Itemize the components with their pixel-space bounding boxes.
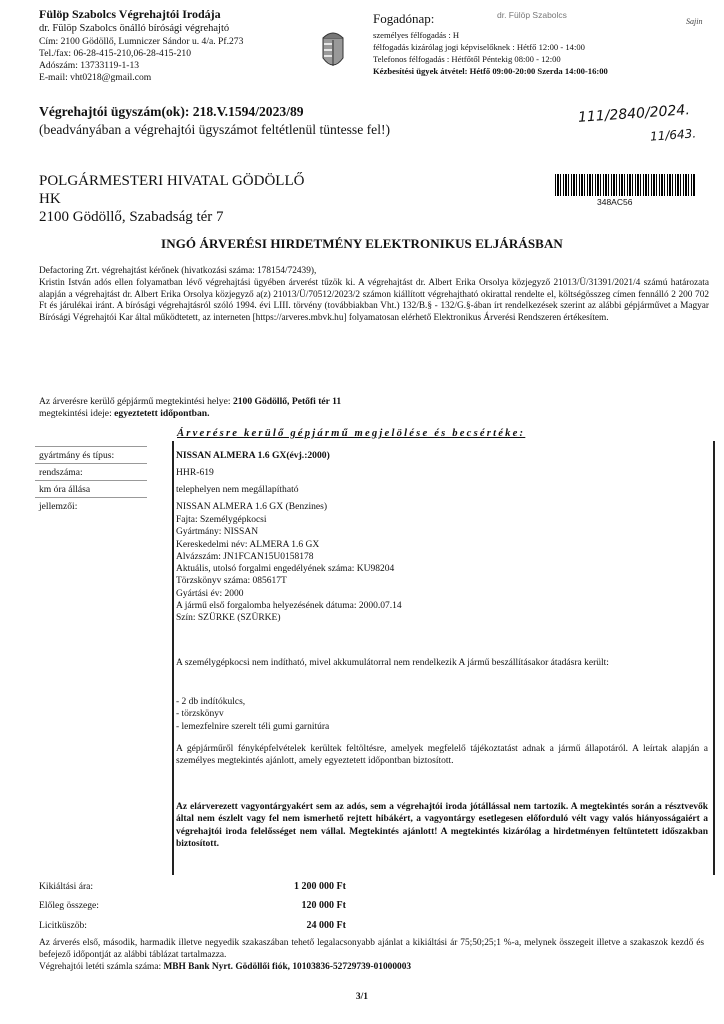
condition-note: A személygépkocsi nem indítható, mivel akkumulátorral nem rendelkezik A jármű beszállításakor átadásra került: xyxy=(176,658,609,668)
recipient-name: POLGÁRMESTERI HIVATAL GÖDÖLLŐ xyxy=(39,173,305,189)
hours-title: Fogadónap: xyxy=(373,11,435,26)
office-phone: Tel./fax: 06-28-415-210,06-28-415-210 xyxy=(39,48,191,59)
detail-line: Aktuális, utolsó forgalmi engedélyének száma: KU98204 xyxy=(176,564,395,575)
stages-text: Az árverés első, második, harmadik illetve negyedik szakaszában tehető legalacsonyabb ajánlat a kikiáltási ár 75;50;25;1 %-a, melynek összegeit illetve a szakaszok kezdő és befejező időpontját az alábbi táblázat tartalmazza. xyxy=(39,938,704,960)
stamp-name: dr. Fülöp Szabolcs xyxy=(497,10,567,20)
intro-body: Kristin István adós ellen folyamatban lévő végrehajtási ügyében árverést tűzök ki. A végrehajtást dr. Albert Erika Orsolya közjegyző 21013/Ü/31391/2021/4 számú határozata alapján a végrehajtást dr. Albert Erika Orsolya közjegyző a(z) 21013/Ü/70512/2023/2 számon kiállított végrehajtható okirattal rendelte el, költségösszeg címen fennálló 2 200 702 Ft és járulékai iránt. A bírósági végrehajtásról szóló 1994. évi LIII. törvény (továbbiakban Vht.) 132/B.§ - 132/G.§-ában írt rendelkezések szerint az alábbi gépjárművet a Magyar Bírósági Végrehajtói Kar által működtetett, az interneten [https://arveres.mbvk.hu] folyamatosan elérhető Elektronikus Árverési Rendszeren értékesítem. xyxy=(39,278,709,324)
barcode xyxy=(555,174,695,196)
make-label: gyártmány és típus: xyxy=(39,450,115,461)
bid-increment-label: Licitküszöb: xyxy=(39,920,87,931)
handwritten-filing-number: 111/2840/2024. xyxy=(577,102,691,126)
deposit-label: Előleg összege: xyxy=(39,900,99,911)
label-divider xyxy=(35,480,147,481)
deposit-value: 120 000 Ft xyxy=(301,900,346,911)
table-vertical-rule-right xyxy=(713,441,715,875)
features-value: NISSAN ALMERA 1.6 GX (Benzines) xyxy=(176,501,328,512)
label-divider xyxy=(35,497,147,498)
coat-of-arms-icon xyxy=(318,28,348,74)
features-label: jellemzői: xyxy=(39,501,78,512)
detail-line: Szín: SZÜRKE (SZÜRKE) xyxy=(176,613,281,624)
viewing-place-value: 2100 Gödöllő, Petőfi tér 11 xyxy=(232,396,342,407)
starting-price-value: 1 200 000 Ft xyxy=(294,881,346,892)
account-value: MBH Bank Nyrt. Gödöllői fiók, 10103836-52729739-01000003 xyxy=(163,962,412,972)
vehicle-details xyxy=(176,514,402,625)
viewing-time-label: megtekintési ideje: xyxy=(39,408,112,419)
office-name: Fülöp Szabolcs Végrehajtói Irodája xyxy=(39,7,221,21)
odometer-value: telephelyen nem megállapítható xyxy=(176,484,299,495)
barcode-text: 348AC56 xyxy=(597,197,633,207)
detail-line: Alvázszám: JN1FCAN15U0158178 xyxy=(176,551,314,562)
page-number: 3/1 xyxy=(355,992,369,1002)
viewing-time-value: egyeztetett időpontban. xyxy=(114,408,210,419)
make-value: NISSAN ALMERA 1.6 GX(évj.:2000) xyxy=(176,450,330,461)
detail-line: Kereskedelmi név: ALMERA 1.6 GX xyxy=(176,539,320,550)
case-number: Végrehajtói ügyszám(ok): 218.V.1594/2023/89 xyxy=(39,104,304,119)
detail-line: Gyártási év: 2000 xyxy=(176,588,244,599)
table-vertical-rule xyxy=(172,441,174,875)
detail-line: A jármű első forgalomba helyezésének dátuma: 2000.07.14 xyxy=(176,601,402,612)
office-subtitle: dr. Fülöp Szabolcs önálló bírósági végrehajtó xyxy=(39,23,230,34)
plate-label: rendszáma: xyxy=(39,467,83,478)
label-divider xyxy=(35,463,147,464)
office-tax-number: Adószám: 13733119-1-13 xyxy=(39,60,140,71)
detail-line: Gyártmány: NISSAN xyxy=(176,527,259,538)
handwritten-sub-number: 11/643. xyxy=(649,126,697,144)
odometer-label: km óra állása xyxy=(39,484,91,495)
hours-line: Telefonos félfogadás : Hétfőtől Péntekig 08:00 - 12:00 xyxy=(373,54,561,64)
detail-line: Törzskönyv száma: 085617T xyxy=(176,576,287,587)
handover-list xyxy=(176,696,329,733)
viewing-place-label: Az árverésre kerülő gépjármű megtekintési helye: xyxy=(39,396,231,407)
starting-price-label: Kikiáltási ára: xyxy=(39,881,94,892)
hours-line: félfogadás kizárólag jogi képviselőknek : Hétfő 12:00 - 14:00 xyxy=(373,42,585,52)
corner-mark: Sajin xyxy=(686,17,703,26)
photo-note: A gépjárműről fényképfelvételek kerültek feltöltésre, amelyek megfelelő tájékoztatást adnak a jármű állapotáról. A leírtak alapján a személyes megtekintés ajánlott, amely egyeztetett időpontban biztosított. xyxy=(176,744,708,767)
recipient-line2: HK xyxy=(39,191,61,207)
plate-value: HHR-619 xyxy=(176,467,214,478)
document-title: INGÓ ÁRVERÉSI HIRDETMÉNY ELEKTRONIKUS ELJÁRÁSBAN xyxy=(161,236,563,251)
label-divider xyxy=(35,446,147,447)
office-address: Cím: 2100 Gödöllő, Lumniczer Sándor u. 4/a. Pf.273 xyxy=(39,36,244,47)
handover-item: - törzskönyv xyxy=(176,709,224,720)
detail-line: Fajta: Személygépkocsi xyxy=(176,515,267,525)
office-email: E-mail: vht0218@gmail.com xyxy=(39,72,152,83)
hours-line: személyes félfogadás : H xyxy=(373,30,460,40)
intro-creditor: Defactoring Zrt. végrehajtást kérőnek (hivatkozási száma: 178154/72439), xyxy=(39,266,317,276)
handover-item: - lemezfelnire szerelt téli gumi garnitúra xyxy=(176,721,330,732)
account-label: Végrehajtói letéti számla száma: xyxy=(39,962,162,972)
hours-line: Kézbesítési ügyek átvétel: Hétfő 09:00-20:00 Szerda 14:00-16:00 xyxy=(373,66,608,76)
liability-warning: Az elárverezett vagyontárgyakért sem az adós, sem a végrehajtói iroda jótállással nem tartozik. A megtekintés során a résztvevők által nem észlelt vagy fel nem ismerhető rejtett hibákért, a vagyontárgy esetlegesen előforduló vélt vagy valós hiányosságaiért a végrehajtói iroda felelősséget nem vállal. Megtekintés ajánlott! A megtekintés kizárólag a hirdetményen feltüntetett időszakban biztosított. xyxy=(176,802,708,849)
recipient-address: 2100 Gödöllő, Szabadság tér 7 xyxy=(39,209,224,225)
section-title: Árverésre kerülő gépjármű megjelölése és becsértéke: xyxy=(177,428,526,439)
case-note: (beadványában a végrehajtói ügyszámot feltétlenül tüntesse fel!) xyxy=(39,122,391,137)
handover-item: - 2 db indítókulcs, xyxy=(176,697,246,707)
bid-increment-value: 24 000 Ft xyxy=(306,920,346,931)
